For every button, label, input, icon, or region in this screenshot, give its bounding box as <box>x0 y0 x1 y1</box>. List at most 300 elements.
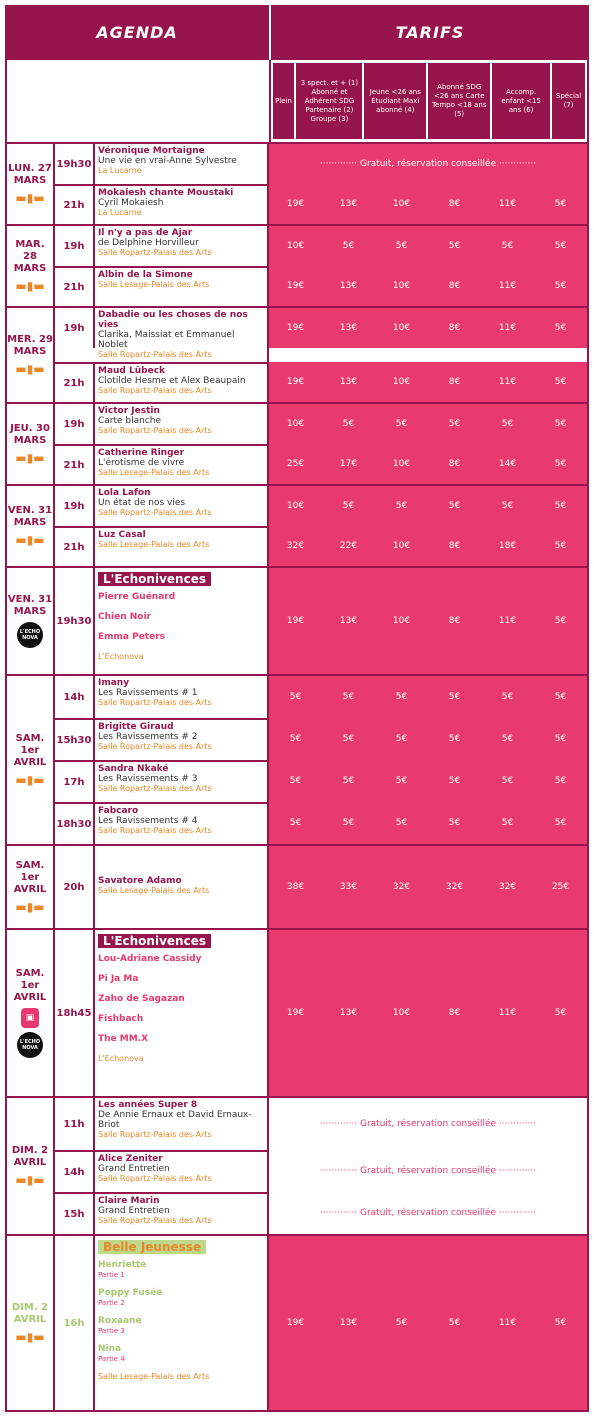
blank-header-cell <box>7 60 271 142</box>
event-info <box>95 266 269 306</box>
event-title: Luz Casal <box>98 530 146 540</box>
day-text: LUN. 27 MARS <box>8 163 52 186</box>
price-0: 10€ <box>286 501 305 511</box>
price-5: 5€ <box>554 501 567 511</box>
price-0: 19€ <box>286 281 305 291</box>
price-row <box>269 144 587 184</box>
artist-name: Fishbach <box>98 1014 144 1024</box>
venue-icon: ▬▮▬ <box>15 900 45 914</box>
price-2: 5€ <box>395 692 408 702</box>
price-2: 10€ <box>392 199 411 209</box>
price-1: 13€ <box>339 616 358 626</box>
event-subtitle: de Delphine Horvilleur <box>98 238 199 248</box>
event-row[interactable] <box>55 718 587 760</box>
event-venue: Salle Ropartz-Palais des Arts <box>98 350 212 359</box>
venue-icon: ▬▮▬ <box>15 279 45 293</box>
event-title: Victor Jestin <box>98 406 160 416</box>
price-5: 5€ <box>554 377 567 387</box>
event-row[interactable] <box>55 226 587 266</box>
artist-name: Emma Peters <box>98 632 166 642</box>
price-3: 8€ <box>448 459 461 469</box>
price-4: 18€ <box>498 541 517 551</box>
event-venue: La Lucarne <box>98 208 142 217</box>
event-venue: Salle Ropartz-Palais des Arts <box>98 742 212 751</box>
venue-icon: ▬▮▬ <box>15 533 45 547</box>
tarif-col-jeune: Jeune <26 ans Étudiant Maxi abonné (4) <box>364 63 426 139</box>
event-time: 15h30 <box>55 718 95 760</box>
price-row <box>269 568 587 674</box>
price-row <box>269 676 587 718</box>
price-3: 5€ <box>448 818 461 828</box>
day-events <box>55 226 587 306</box>
event-subtitle: Les Ravissements # 1 <box>98 688 198 698</box>
price-2: 5€ <box>395 241 408 251</box>
event-time: 19h <box>55 404 95 444</box>
price-3: 5€ <box>448 776 461 786</box>
day-events <box>55 1236 587 1410</box>
event-row[interactable] <box>55 444 587 484</box>
part-label: Partie 1 <box>98 1271 125 1279</box>
event-time: 19h <box>55 486 95 526</box>
event-title: Mokaiesh chante Moustaki <box>98 188 234 198</box>
event-time: 17h <box>55 760 95 802</box>
price-0: 25€ <box>286 459 305 469</box>
price-row <box>269 1150 587 1192</box>
price-3: 8€ <box>448 1008 461 1018</box>
price-1: 33€ <box>339 882 358 892</box>
price-0: 5€ <box>289 776 302 786</box>
day-events <box>55 308 587 402</box>
event-subtitle: Un état de nos vies <box>98 498 186 508</box>
event-subtitle: Cyril Mokaiesh <box>98 198 164 208</box>
venue-icon: ▬▮▬ <box>15 1173 45 1187</box>
event-time: 18h30 <box>55 802 95 844</box>
event-title: Les années Super 8 <box>98 1100 198 1110</box>
echonova-logo: L'ECHO NOVA <box>17 1032 43 1058</box>
price-5: 5€ <box>554 323 567 333</box>
price-0: 38€ <box>286 882 305 892</box>
price-row <box>269 486 587 526</box>
price-5: 5€ <box>554 692 567 702</box>
event-venue: La Lucarne <box>98 166 142 175</box>
event-row[interactable] <box>55 1098 587 1150</box>
price-1: 5€ <box>342 818 355 828</box>
price-row <box>269 362 587 402</box>
price-2: 10€ <box>392 323 411 333</box>
day-label <box>7 226 55 306</box>
venue-icon: ▬▮▬ <box>15 362 45 376</box>
event-row[interactable] <box>55 486 587 526</box>
price-5: 5€ <box>554 541 567 551</box>
event-venue: Salle Ropartz-Palais des Arts <box>98 508 212 517</box>
event-subtitle: Les Ravissements # 3 <box>98 774 198 784</box>
price-1: 5€ <box>342 501 355 511</box>
price-4: 11€ <box>498 323 517 333</box>
day-text: SAM. 1er AVRIL <box>13 968 47 1003</box>
price-3: 5€ <box>448 734 461 744</box>
tarif-col-accomp: Accomp. enfant <15 ans (6) <box>492 63 550 139</box>
event-time: 21h <box>55 362 95 402</box>
event-tag: L'Echonivences <box>98 934 211 948</box>
day-text: MAR. 28 MARS <box>13 239 47 274</box>
event-info <box>95 308 269 362</box>
price-5: 5€ <box>554 281 567 291</box>
event-title: Lola Lafon <box>98 488 151 498</box>
event-time: 19h <box>55 308 95 348</box>
price-row <box>269 1192 587 1234</box>
event-title: Sandra Nkaké <box>98 764 169 774</box>
part-label: Partie 2 <box>98 1299 125 1307</box>
price-5: 5€ <box>554 734 567 744</box>
event-title: Savatore Adamo <box>98 876 182 886</box>
price-3: 8€ <box>448 541 461 551</box>
event-info <box>95 144 269 184</box>
price-4: 5€ <box>501 241 514 251</box>
price-row <box>269 184 587 224</box>
bus-icon: ▣ <box>21 1008 39 1028</box>
event-time: 14h <box>55 676 95 718</box>
price-3: 8€ <box>448 323 461 333</box>
price-0: 5€ <box>289 734 302 744</box>
event-time: 16h <box>55 1236 95 1410</box>
event-row[interactable] <box>55 676 587 718</box>
price-1: 22€ <box>339 541 358 551</box>
event-time: 19h <box>55 226 95 266</box>
echonova-logo: L'ECHO NOVA <box>17 622 43 648</box>
event-venue: Salle Lesage-Palais des Arts <box>98 886 210 895</box>
event-title: Catherine Ringer <box>98 448 185 458</box>
event-row[interactable] <box>55 1150 587 1192</box>
event-venue: Salle Ropartz-Palais des Arts <box>98 826 212 835</box>
event-venue: L'Echonova <box>98 652 144 661</box>
event-subtitle: Les Ravissements # 2 <box>98 732 198 742</box>
event-row[interactable] <box>55 1192 587 1234</box>
price-0: 19€ <box>286 377 305 387</box>
artist-name: Pierre Guénard <box>98 592 176 602</box>
event-venue: L'Echonova <box>98 1054 144 1063</box>
price-5: 25€ <box>551 882 570 892</box>
event-info <box>95 718 269 760</box>
free-note: ············· Gratuit, réservation conseillée ············· <box>319 159 537 169</box>
price-2: 10€ <box>392 377 411 387</box>
part-label: Partie 4 <box>98 1355 125 1363</box>
day-block <box>7 144 587 224</box>
event-row[interactable] <box>55 144 587 184</box>
day-block <box>7 844 587 928</box>
price-0: 32€ <box>286 541 305 551</box>
event-info <box>95 526 269 566</box>
event-subtitle: Une vie en vrai-Anne Sylvestre <box>98 156 237 166</box>
event-info <box>95 362 269 402</box>
price-4: 5€ <box>501 734 514 744</box>
price-2: 5€ <box>395 419 408 429</box>
price-row <box>269 266 587 306</box>
day-block <box>7 1234 587 1410</box>
event-row[interactable] <box>55 404 587 444</box>
part-name: Roxaane <box>98 1316 142 1326</box>
event-info <box>95 226 269 266</box>
event-title: Albin de la Simone <box>98 270 193 280</box>
event-subtitle: Grand Entretien <box>98 1206 170 1216</box>
event-info <box>95 486 269 526</box>
part-label: Partie 3 <box>98 1327 125 1335</box>
price-1: 13€ <box>339 323 358 333</box>
event-title: Il n'y a pas de Ajar <box>98 228 193 238</box>
price-row <box>269 846 587 928</box>
price-3: 5€ <box>448 419 461 429</box>
event-info <box>95 568 269 674</box>
day-label <box>7 1098 55 1234</box>
event-info <box>95 760 269 802</box>
day-block <box>7 224 587 306</box>
tarif-col-abonne: 3 spect. et + (1) Abonné et Adhérent SDG Partenaire (2) Groupe (3) <box>296 63 362 139</box>
event-info <box>95 184 269 224</box>
event-title: Brigitte Giraud <box>98 722 174 732</box>
venue-icon: ▬▮▬ <box>15 451 45 465</box>
event-time: 21h <box>55 444 95 484</box>
free-note: ············· Gratuit, réservation conseillée ············· <box>319 1166 537 1176</box>
event-subtitle: Carte blanche <box>98 416 162 426</box>
price-0: 10€ <box>286 241 305 251</box>
day-block <box>7 566 587 674</box>
price-3: 8€ <box>448 199 461 209</box>
tarif-columns-header <box>5 60 589 144</box>
day-label <box>7 676 55 844</box>
artist-name: Pi Ja Ma <box>98 974 139 984</box>
event-venue: Salle Ropartz-Palais des Arts <box>98 784 212 793</box>
event-time: 19h30 <box>55 568 95 674</box>
price-1: 5€ <box>342 419 355 429</box>
table-header <box>5 5 589 60</box>
event-info <box>95 676 269 718</box>
part-name: Henriette <box>98 1260 147 1270</box>
price-4: 11€ <box>498 281 517 291</box>
price-4: 11€ <box>498 199 517 209</box>
event-title: Véronique Mortaigne <box>98 146 205 156</box>
day-events <box>55 846 587 928</box>
event-subtitle: Clotilde Hesme et Alex Beaupain <box>98 376 246 386</box>
day-block <box>7 484 587 566</box>
event-subtitle: Grand Entretien <box>98 1164 170 1174</box>
price-2: 5€ <box>395 734 408 744</box>
day-events <box>55 144 587 224</box>
event-info <box>95 444 269 484</box>
event-time: 21h <box>55 526 95 566</box>
price-3: 8€ <box>448 616 461 626</box>
artist-name: Chien Noir <box>98 612 151 622</box>
price-1: 13€ <box>339 281 358 291</box>
day-events <box>55 486 587 566</box>
price-0: 19€ <box>286 616 305 626</box>
price-1: 17€ <box>339 459 358 469</box>
event-title: Claire Marin <box>98 1196 160 1206</box>
price-1: 13€ <box>339 1008 358 1018</box>
price-5: 5€ <box>554 419 567 429</box>
event-venue: Salle Ropartz-Palais des Arts <box>98 1174 212 1183</box>
event-row[interactable] <box>55 1236 587 1410</box>
price-3: 5€ <box>448 692 461 702</box>
event-info <box>95 846 269 928</box>
day-block <box>7 1096 587 1234</box>
day-text: SAM. 1er AVRIL <box>13 733 47 768</box>
day-events <box>55 930 587 1096</box>
event-row[interactable] <box>55 526 587 566</box>
price-row <box>269 802 587 844</box>
price-1: 5€ <box>342 734 355 744</box>
part-name: Poppy Fusée <box>98 1288 163 1298</box>
event-subtitle: De Annie Ernaux et David Ernaux-Briot <box>98 1110 252 1130</box>
price-3: 5€ <box>448 241 461 251</box>
event-venue: Salle Ropartz-Palais des Arts <box>98 426 212 435</box>
day-text: VEN. 31 MARS <box>7 505 53 528</box>
price-2: 5€ <box>395 776 408 786</box>
price-4: 11€ <box>498 377 517 387</box>
event-row[interactable] <box>55 760 587 802</box>
price-4: 5€ <box>501 692 514 702</box>
price-0: 19€ <box>286 1318 305 1328</box>
day-label <box>7 1236 55 1410</box>
day-events <box>55 676 587 844</box>
event-time: 15h <box>55 1192 95 1234</box>
event-info <box>95 1098 269 1150</box>
price-5: 5€ <box>554 241 567 251</box>
day-label <box>7 486 55 566</box>
price-4: 14€ <box>498 459 517 469</box>
event-info <box>95 802 269 844</box>
event-row[interactable] <box>55 266 587 306</box>
price-3: 8€ <box>448 281 461 291</box>
price-row <box>269 1098 587 1150</box>
price-4: 5€ <box>501 419 514 429</box>
price-4: 11€ <box>498 1008 517 1018</box>
price-4: 11€ <box>498 1318 517 1328</box>
event-venue: Salle Ropartz-Palais des Arts <box>98 1216 212 1225</box>
price-2: 10€ <box>392 541 411 551</box>
day-events <box>55 404 587 484</box>
price-row <box>269 526 587 566</box>
price-0: 10€ <box>286 419 305 429</box>
day-label <box>7 930 55 1096</box>
price-row <box>269 226 587 266</box>
price-2: 10€ <box>392 1008 411 1018</box>
price-5: 5€ <box>554 616 567 626</box>
price-row <box>269 1236 587 1410</box>
event-venue: Salle Lesage-Palais des Arts <box>98 280 210 289</box>
event-row[interactable] <box>55 308 587 362</box>
tarif-col-sdg: Abonné SDG <26 ans Carte Tempo <18 ans (5) <box>428 63 490 139</box>
day-text: JEU. 30 MARS <box>10 423 50 446</box>
event-time: 21h <box>55 266 95 306</box>
event-row[interactable] <box>55 802 587 844</box>
price-2: 10€ <box>392 459 411 469</box>
day-block <box>7 402 587 484</box>
price-row <box>269 308 587 348</box>
artist-name: The MM.X <box>98 1034 149 1044</box>
price-1: 13€ <box>339 1318 358 1328</box>
price-3: 8€ <box>448 377 461 387</box>
day-text: DIM. 2 AVRIL <box>11 1302 49 1325</box>
event-tag: L'Echonivences <box>98 572 211 586</box>
agenda-table <box>5 5 589 1412</box>
price-4: 32€ <box>498 882 517 892</box>
price-3: 32€ <box>445 882 464 892</box>
event-title: Alice Zeniter <box>98 1154 163 1164</box>
event-info <box>95 1150 269 1192</box>
artist-name: Zaho de Sagazan <box>98 994 185 1004</box>
price-2: 5€ <box>395 1318 408 1328</box>
event-time: 20h <box>55 846 95 928</box>
free-note: ············· Gratuit, réservation conseillée ············· <box>319 1208 537 1218</box>
venue-icon: ▬▮▬ <box>15 191 45 205</box>
event-time: 11h <box>55 1098 95 1150</box>
event-venue: Salle Ropartz-Palais des Arts <box>98 248 212 257</box>
price-2: 5€ <box>395 501 408 511</box>
event-subtitle: Les Ravissements # 4 <box>98 816 198 826</box>
price-3: 5€ <box>448 501 461 511</box>
day-text: VEN. 31 MARS <box>7 594 53 617</box>
day-label <box>7 308 55 402</box>
event-row[interactable] <box>55 184 587 224</box>
tarif-col-plein: Plein <box>273 63 295 139</box>
price-row <box>269 760 587 802</box>
event-venue: Salle Lesage-Palais des Arts <box>98 1372 210 1381</box>
event-title: Fabcaro <box>98 806 139 816</box>
event-subtitle: Clarika, Maissiat et Emmanuel Noblet <box>98 330 235 350</box>
price-5: 5€ <box>554 1318 567 1328</box>
event-venue: Salle Lesage-Palais des Arts <box>98 468 210 477</box>
price-4: 5€ <box>501 501 514 511</box>
day-label <box>7 568 55 674</box>
event-row[interactable] <box>55 846 587 928</box>
price-row <box>269 444 587 484</box>
venue-icon: ▬▮▬ <box>15 1330 45 1344</box>
artist-name: Lou-Adriane Cassidy <box>98 954 202 964</box>
event-row[interactable] <box>55 568 587 674</box>
event-info <box>95 1236 269 1410</box>
event-row[interactable] <box>55 362 587 402</box>
event-row[interactable] <box>55 930 587 1096</box>
day-label <box>7 144 55 224</box>
event-info <box>95 404 269 444</box>
tarif-col-special: Spécial (7) <box>552 63 585 139</box>
price-4: 5€ <box>501 776 514 786</box>
price-0: 19€ <box>286 1008 305 1018</box>
event-tag: Belle Jeunesse <box>98 1240 206 1254</box>
price-2: 5€ <box>395 818 408 828</box>
event-subtitle: L'érotisme de vivre <box>98 458 185 468</box>
event-venue: Salle Lesage-Palais des Arts <box>98 540 210 549</box>
price-5: 5€ <box>554 1008 567 1018</box>
event-venue: Salle Ropartz-Palais des Arts <box>98 1130 212 1139</box>
price-3: 5€ <box>448 1318 461 1328</box>
price-0: 5€ <box>289 692 302 702</box>
day-events <box>55 1098 587 1234</box>
day-block <box>7 928 587 1096</box>
event-title: Dabadie ou les choses de nos vies <box>98 310 248 330</box>
agenda-title: AGENDA <box>5 5 269 60</box>
price-4: 5€ <box>501 818 514 828</box>
price-2: 10€ <box>392 616 411 626</box>
price-1: 5€ <box>342 241 355 251</box>
price-0: 19€ <box>286 199 305 209</box>
event-info <box>95 930 269 1096</box>
day-events <box>55 568 587 674</box>
event-venue: Salle Ropartz-Palais des Arts <box>98 698 212 707</box>
event-time: 14h <box>55 1150 95 1192</box>
day-text: DIM. 2 AVRIL <box>11 1145 49 1168</box>
day-text: MER. 29 MARS <box>7 334 53 357</box>
price-5: 5€ <box>554 199 567 209</box>
